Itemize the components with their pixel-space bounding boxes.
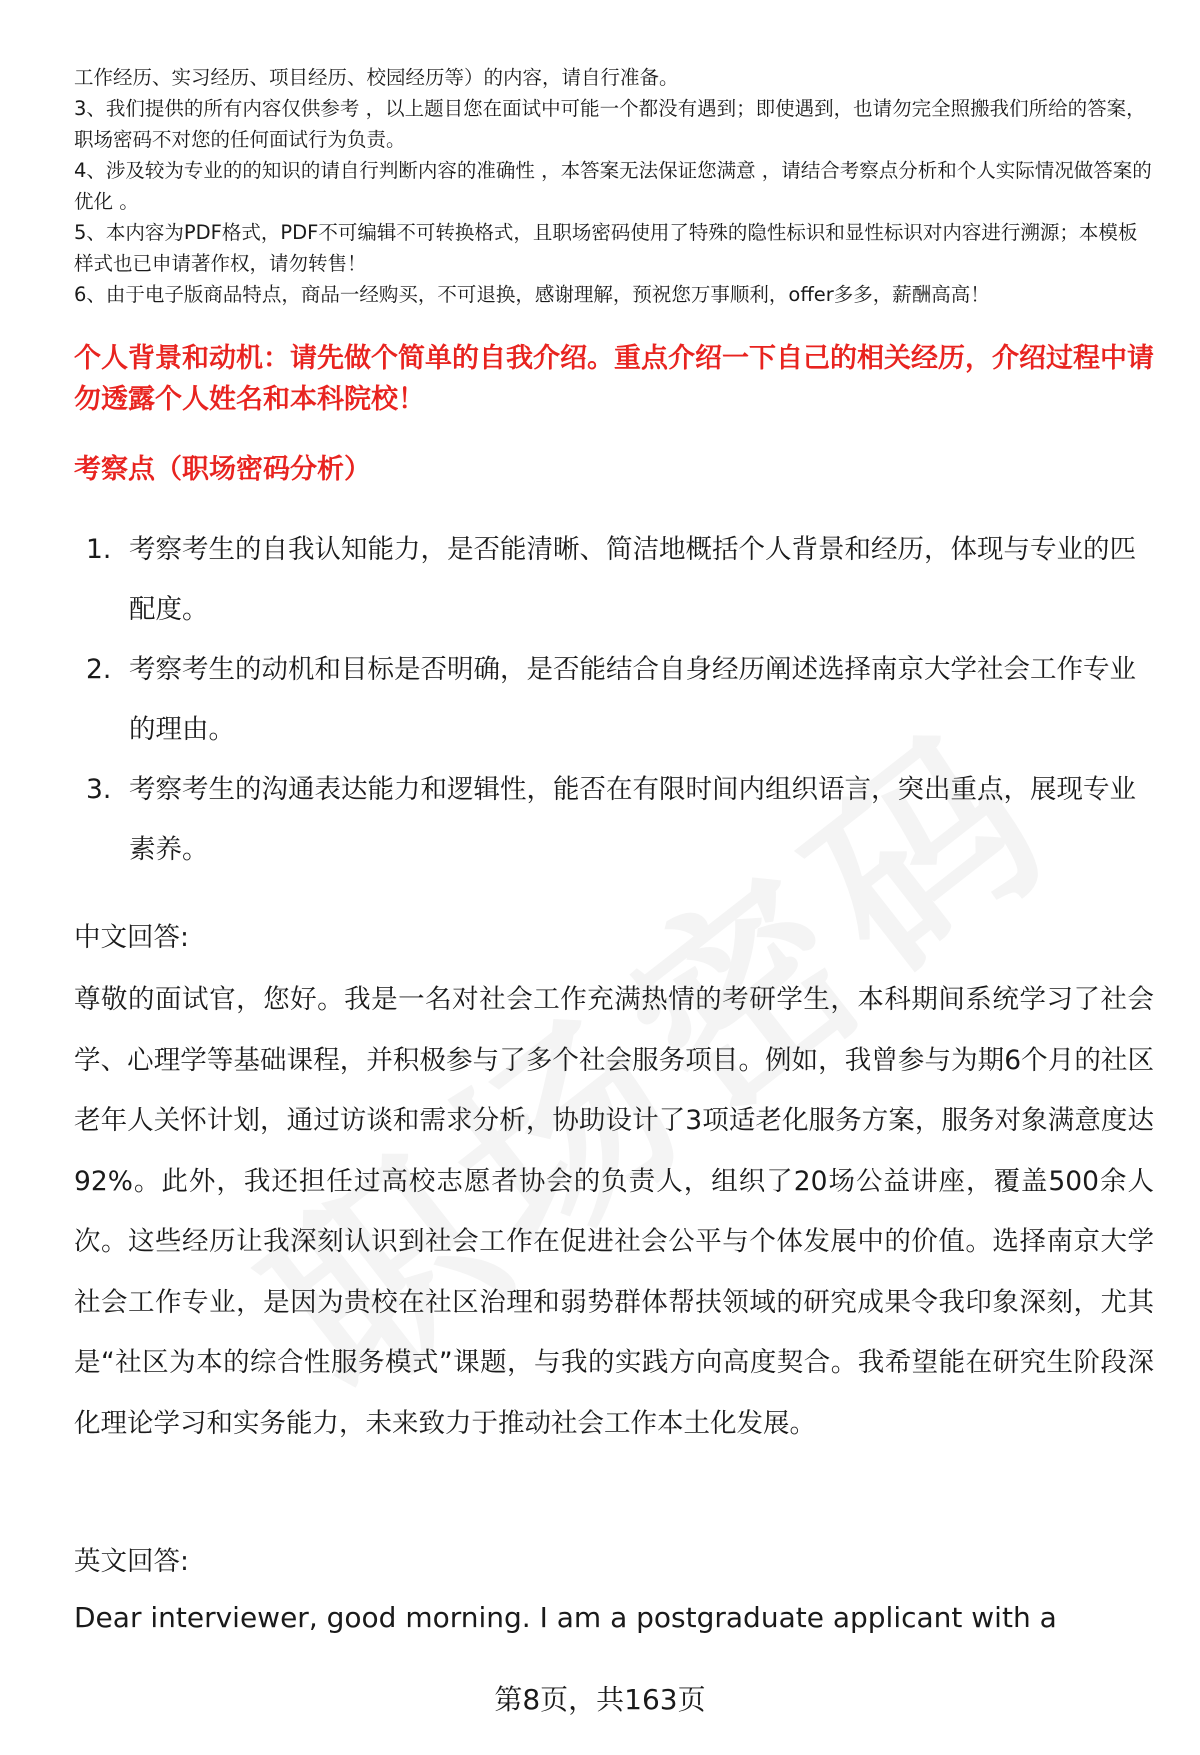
point-text: 考察考生的自我认知能力，是否能清晰、简洁地概括个人背景和经历，体现与专业的匹配度。 <box>129 534 1136 625</box>
point-number: 3. <box>86 774 112 805</box>
page-number: 第8页，共163页 <box>494 1683 706 1716</box>
notice-list <box>74 62 1154 310</box>
notice-item: 工作经历、实习经历、项目经历、校园经历等）的内容，请自行准备。 <box>74 66 679 89</box>
notice-item: 6、由于电子版商品特点，商品一经购买，不可退换，感谢理解，预祝您万事顺利，offer多多，薪酬高高！ <box>74 283 990 306</box>
assessment-point <box>74 760 1154 880</box>
point-text: 考察考生的动机和目标是否明确，是否能结合自身经历阐述选择南京大学社会工作专业的理由。 <box>129 654 1136 745</box>
point-text: 考察考生的沟通表达能力和逻辑性，能否在有限时间内组织语言，突出重点，展现专业素养。 <box>129 774 1136 865</box>
assessment-title: 考察点（职场密码分析） <box>74 454 371 485</box>
english-answer-text: Dear interviewer, good morning. I am a postgraduate applicant with a <box>74 1601 1057 1634</box>
english-answer-label: 英文回答: <box>74 1546 189 1577</box>
assessment-point <box>74 640 1154 760</box>
assessment-point <box>74 520 1154 640</box>
point-number: 1. <box>86 534 112 565</box>
point-number: 2. <box>86 654 112 685</box>
notice-item: 5、本内容为PDF格式，PDF不可编辑不可转换格式，且职场密码使用了特殊的隐性标识和显性标识对内容进行溯源；本模板样式也已申请著作权，请勿转售！ <box>74 221 1138 275</box>
question-heading: 个人背景和动机：请先做个简单的自我介绍。重点介绍一下自己的相关经历，介绍过程中请勿透露个人姓名和本科院校！ <box>74 343 1154 415</box>
chinese-answer-label: 中文回答: <box>74 922 189 953</box>
chinese-answer-text: 尊敬的面试官，您好。我是一名对社会工作充满热情的考研学生，本科期间系统学习了社会学、心理学等基础课程，并积极参与了多个社会服务项目。例如，我曾参与为期6个月的社区老年人关怀计划，通过访谈和需求分析，协助设计了3项适老化服务方案，服务对象满意度达92%。此外，我还担任过高校志愿者协会的负责人，组织了20场公益讲座，覆盖500余人次。这些经历让我深刻认识到社会工作在促进社会公平与个体发展中的价值。选择南京大学社会工作专业，是因为贵校在社区治理和弱势群体帮扶领域的研究成果令我印象深刻，尤其是“社区为本的综合性服务模式”课题，与我的实践方向高度契合。我希望能在研究生阶段深化理论学习和实务能力，未来致力于推动社会工作本土化发展。 <box>74 984 1154 1439</box>
notice-item: 4、涉及较为专业的的知识的请自行判断内容的准确性 ，本答案无法保证您满意 ，请结合考察点分析和个人实际情况做答案的优化 。 <box>74 159 1152 213</box>
notice-item: 3、我们提供的所有内容仅供参考 ，以上题目您在面试中可能一个都没有遇到；即使遇到，也请勿完全照搬我们所给的答案，职场密码不对您的任何面试行为负责。 <box>74 97 1146 151</box>
assessment-points <box>74 520 1154 880</box>
